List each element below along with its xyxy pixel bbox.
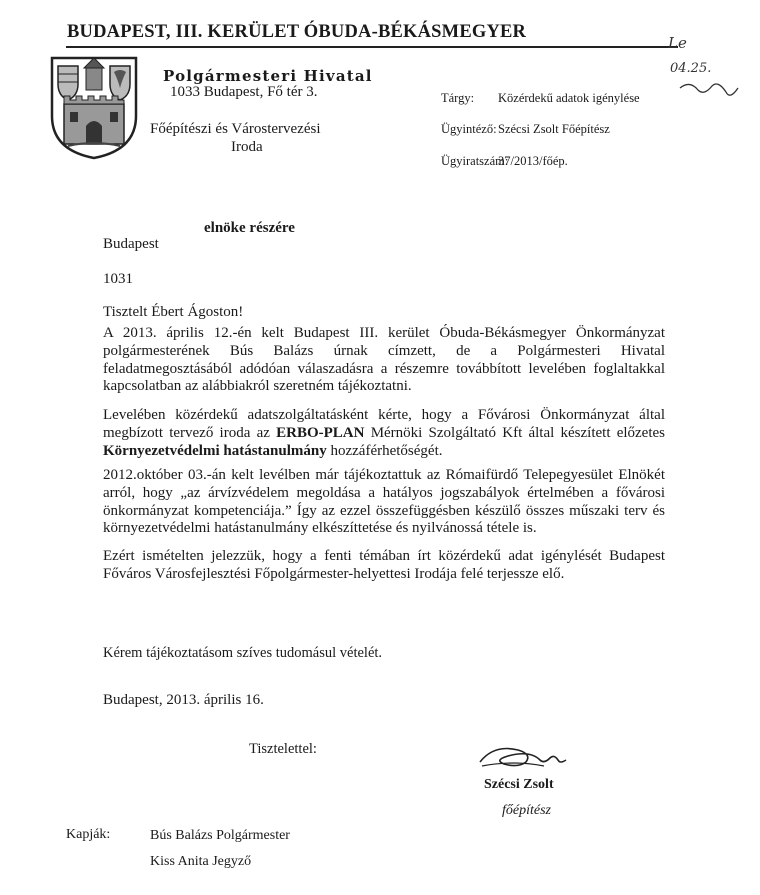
svg-text:Le: Le	[668, 34, 687, 52]
cc-recipient: Bús Balázs Polgármester	[150, 828, 290, 843]
paragraph-text-end: alábbiakról szeretném tájékoztatni.	[202, 378, 412, 395]
study-title: Környezetvédelmi hatástanulmány	[103, 442, 327, 459]
paragraph-text: Mérnöki Szolgáltató Kft által készített előzetes	[370, 424, 665, 441]
cc-recipient: Kiss Anita Jegyző	[150, 854, 252, 869]
regards: Tisztelettel:	[249, 741, 317, 757]
paragraph-text: A 2013. április 12.-én kelt Budapest III. kerület Óbuda-Békásmegyer Önkormányzat polgármesterének Bús Balázs úrnak címzett, de a Polgármesteri Hivatal feladatmegosztásából adódóan válaszadásra a részemre továbbított levelében foglaltakkal kapcsolatban az	[103, 325, 665, 395]
municipality-title: BUDAPEST, III. KERÜLET ÓBUDA-BÉKÁSMEGYER	[67, 22, 527, 42]
body-paragraph-1	[103, 325, 665, 396]
paragraph-text: Levelében közérdekű adatszolgáltatásként kérte, hogy a Fővárosi Önkormányzat által megbízott tervező iroda az	[103, 407, 665, 441]
case-officer-value: Szécsi Zsolt Főépítész	[498, 122, 610, 136]
department-name-continued: Iroda	[231, 139, 263, 155]
salutation: Tisztelt Ébert Ágoston!	[103, 304, 244, 320]
date-line: Budapest, 2013. április 16.	[103, 692, 264, 708]
paragraph-text-end: hozzáférhetőségét.	[330, 442, 443, 459]
coat-of-arms-icon	[48, 54, 140, 160]
department-name: Főépítészi és Várostervezési	[150, 121, 321, 137]
case-officer-label: Ügyintéző:	[441, 122, 497, 136]
company-name: ERBO-PLAN	[276, 424, 365, 441]
signer-title: főépítész	[502, 803, 551, 818]
subject-label: Tárgy:	[441, 91, 475, 105]
handwritten-note	[646, 28, 746, 106]
body-paragraph-3	[103, 467, 665, 538]
svg-text:04.25.: 04.25.	[670, 61, 712, 76]
body-paragraph-2	[103, 407, 665, 460]
file-number-value: 37/2013/főép.	[498, 154, 568, 168]
paragraph-text: Ezért ismételten jelezzük, hogy a fenti témában írt közérdekű adat igénylését Budapest	[103, 548, 665, 564]
recipient-city: Budapest	[103, 236, 159, 252]
cc-label: Kapják:	[66, 827, 111, 842]
signer-name: Szécsi Zsolt	[484, 777, 554, 792]
paragraph-text-end: környezetvédelmi hatástanulmány elkészíttetése és nyilvánossá tétele is.	[103, 520, 537, 537]
office-address: 1033 Budapest, Fő tér 3.	[170, 84, 318, 100]
subject-value: Közérdekű adatok igénylése	[498, 91, 640, 105]
body-paragraph-4	[103, 548, 665, 584]
header-divider	[66, 46, 678, 48]
recipient-line: elnöke részére	[204, 220, 295, 236]
recipient-zip: 1031	[103, 271, 133, 287]
paragraph-text-end: Főváros Városfejlesztési Főpolgármester-helyettesi Irodája felé terjessze elő.	[103, 565, 565, 582]
closing-request: Kérem tájékoztatásom szíves tudomásul vételét.	[103, 645, 383, 661]
office-name: Polgármesteri Hivatal	[163, 67, 373, 85]
signature-icon	[474, 736, 574, 776]
paragraph-text: 2012.október 03.-án kelt levélben már tájékoztattuk az Rómaifürdő Telepegyesület Elnökét arról, hogy „az árvízvédelem megoldása a hatályos jogszabályok értelmében a fővárosi önkormányzat kompetenciája.” Így az ezzel összefüggésben készülő összes műszaki terv és	[103, 467, 665, 519]
file-number-label: Ügyiratszám:	[441, 154, 509, 168]
